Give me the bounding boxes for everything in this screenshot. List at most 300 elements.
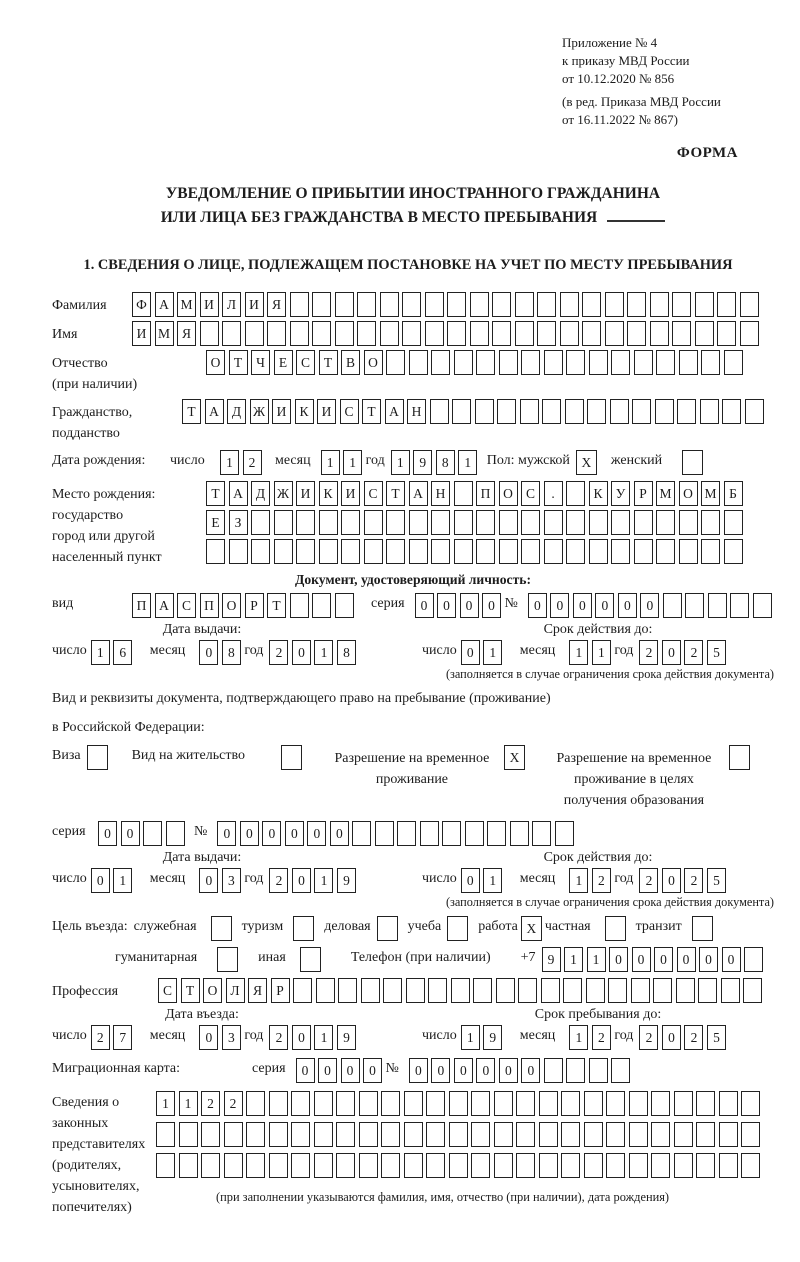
char-cell[interactable] [606, 1091, 625, 1116]
char-cell[interactable] [521, 510, 540, 535]
char-cell[interactable] [222, 321, 241, 346]
doc-issue-month-cells[interactable] [199, 640, 244, 665]
char-cell[interactable] [582, 321, 601, 346]
char-cell[interactable] [211, 916, 232, 941]
char-cell[interactable] [300, 947, 321, 972]
doc-issue-year-cells[interactable] [269, 640, 359, 665]
char-cell[interactable]: С [177, 593, 196, 618]
residence-valid-day-cells[interactable] [461, 868, 506, 893]
char-cell[interactable]: 2 [269, 868, 288, 893]
char-cell[interactable] [560, 292, 579, 317]
char-cell[interactable]: 1 [113, 868, 132, 893]
char-cell[interactable]: Д [227, 399, 246, 424]
residence-issue-day-cells[interactable] [91, 868, 136, 893]
char-cell[interactable] [319, 510, 338, 535]
char-cell[interactable] [589, 1058, 608, 1083]
char-cell[interactable] [539, 1153, 558, 1178]
char-cell[interactable]: К [295, 399, 314, 424]
char-cell[interactable]: О [679, 481, 698, 506]
char-cell[interactable]: 0 [461, 868, 480, 893]
char-cell[interactable] [473, 978, 492, 1003]
char-cell[interactable] [611, 1058, 630, 1083]
char-cell[interactable]: 1 [314, 868, 333, 893]
char-cell[interactable] [676, 978, 695, 1003]
char-cell[interactable]: 3 [222, 1025, 241, 1050]
char-cell[interactable] [701, 510, 720, 535]
char-cell[interactable] [359, 1153, 378, 1178]
char-cell[interactable]: П [476, 481, 495, 506]
char-cell[interactable]: 1 [483, 868, 502, 893]
char-cell[interactable] [674, 1153, 693, 1178]
birth-year-cells[interactable] [391, 450, 481, 475]
char-cell[interactable] [336, 1153, 355, 1178]
char-cell[interactable] [409, 539, 428, 564]
char-cell[interactable] [217, 947, 238, 972]
char-cell[interactable] [516, 1153, 535, 1178]
char-cell[interactable] [586, 978, 605, 1003]
char-cell[interactable] [426, 1153, 445, 1178]
char-cell[interactable]: 1 [587, 947, 606, 972]
char-cell[interactable]: Я [248, 978, 267, 1003]
char-cell[interactable] [672, 321, 691, 346]
char-cell[interactable]: А [205, 399, 224, 424]
char-cell[interactable] [375, 821, 394, 846]
char-cell[interactable] [724, 510, 743, 535]
char-cell[interactable]: 2 [684, 1025, 703, 1050]
char-cell[interactable]: 0 [662, 1025, 681, 1050]
char-cell[interactable]: А [155, 292, 174, 317]
char-cell[interactable] [499, 350, 518, 375]
char-cell[interactable] [246, 1091, 265, 1116]
char-cell[interactable] [246, 1153, 265, 1178]
char-cell[interactable] [730, 593, 749, 618]
char-cell[interactable]: 3 [222, 868, 241, 893]
char-cell[interactable]: И [245, 292, 264, 317]
char-cell[interactable] [494, 1122, 513, 1147]
char-cell[interactable] [656, 539, 675, 564]
char-cell[interactable]: 0 [330, 821, 349, 846]
char-cell[interactable] [296, 539, 315, 564]
char-cell[interactable] [537, 321, 556, 346]
birth-day-cells[interactable] [220, 450, 265, 475]
legal-reps-cells-row3[interactable] [156, 1153, 764, 1178]
char-cell[interactable]: Л [222, 292, 241, 317]
purpose-private-checkbox[interactable] [605, 916, 626, 941]
char-cell[interactable] [741, 1153, 760, 1178]
char-cell[interactable]: X [576, 450, 597, 475]
char-cell[interactable]: М [177, 292, 196, 317]
char-cell[interactable]: И [200, 292, 219, 317]
char-cell[interactable]: 2 [592, 1025, 611, 1050]
char-cell[interactable] [682, 450, 703, 475]
char-cell[interactable] [741, 1122, 760, 1147]
residence-number-cells[interactable] [217, 821, 577, 846]
char-cell[interactable] [487, 821, 506, 846]
char-cell[interactable] [492, 321, 511, 346]
char-cell[interactable]: 0 [640, 593, 659, 618]
char-cell[interactable]: 1 [592, 640, 611, 665]
char-cell[interactable] [274, 539, 293, 564]
char-cell[interactable] [314, 1153, 333, 1178]
char-cell[interactable] [582, 292, 601, 317]
char-cell[interactable] [650, 292, 669, 317]
residence-permit-checkbox[interactable] [281, 745, 302, 770]
char-cell[interactable] [229, 539, 248, 564]
entry-month-cells[interactable] [199, 1025, 244, 1050]
char-cell[interactable] [386, 350, 405, 375]
char-cell[interactable] [274, 510, 293, 535]
char-cell[interactable]: 1 [321, 450, 340, 475]
char-cell[interactable] [449, 1122, 468, 1147]
char-cell[interactable]: Т [386, 481, 405, 506]
char-cell[interactable]: 1 [343, 450, 362, 475]
char-cell[interactable] [605, 916, 626, 941]
stay-year-cells[interactable] [639, 1025, 729, 1050]
char-cell[interactable] [364, 510, 383, 535]
char-cell[interactable] [336, 1122, 355, 1147]
char-cell[interactable] [431, 510, 450, 535]
char-cell[interactable] [338, 978, 357, 1003]
char-cell[interactable] [465, 821, 484, 846]
char-cell[interactable] [179, 1153, 198, 1178]
purpose-tourism-checkbox[interactable] [293, 916, 314, 941]
char-cell[interactable]: С [296, 350, 315, 375]
char-cell[interactable]: 0 [662, 640, 681, 665]
char-cell[interactable]: 1 [564, 947, 583, 972]
doc-valid-day-cells[interactable] [461, 640, 506, 665]
char-cell[interactable]: 0 [521, 1058, 540, 1083]
char-cell[interactable]: С [340, 399, 359, 424]
purpose-work-checkbox[interactable] [521, 916, 542, 941]
char-cell[interactable] [516, 1091, 535, 1116]
char-cell[interactable] [722, 399, 741, 424]
char-cell[interactable]: 8 [337, 640, 356, 665]
char-cell[interactable] [679, 539, 698, 564]
char-cell[interactable] [589, 350, 608, 375]
doc-kind-cells[interactable] [132, 593, 357, 618]
entry-day-cells[interactable] [91, 1025, 136, 1050]
doc-valid-year-cells[interactable] [639, 640, 729, 665]
char-cell[interactable]: П [132, 593, 151, 618]
char-cell[interactable] [651, 1122, 670, 1147]
doc-issue-day-cells[interactable] [91, 640, 136, 665]
char-cell[interactable] [267, 321, 286, 346]
char-cell[interactable]: К [589, 481, 608, 506]
char-cell[interactable] [544, 510, 563, 535]
char-cell[interactable] [743, 978, 762, 1003]
char-cell[interactable]: Т [319, 350, 338, 375]
migration-series-cells[interactable] [296, 1058, 386, 1083]
char-cell[interactable]: А [409, 481, 428, 506]
char-cell[interactable]: 0 [499, 1058, 518, 1083]
char-cell[interactable]: 0 [121, 821, 140, 846]
temp-residence-checkbox[interactable] [504, 745, 525, 770]
char-cell[interactable] [335, 292, 354, 317]
char-cell[interactable] [561, 1091, 580, 1116]
char-cell[interactable] [717, 321, 736, 346]
char-cell[interactable] [470, 321, 489, 346]
char-cell[interactable]: 0 [573, 593, 592, 618]
char-cell[interactable] [634, 510, 653, 535]
char-cell[interactable] [560, 321, 579, 346]
char-cell[interactable]: 7 [113, 1025, 132, 1050]
char-cell[interactable]: 0 [454, 1058, 473, 1083]
visa-checkbox[interactable] [87, 745, 108, 770]
char-cell[interactable] [380, 321, 399, 346]
char-cell[interactable] [251, 539, 270, 564]
char-cell[interactable] [634, 539, 653, 564]
char-cell[interactable]: 0 [318, 1058, 337, 1083]
char-cell[interactable] [386, 539, 405, 564]
char-cell[interactable] [656, 350, 675, 375]
char-cell[interactable]: Д [251, 481, 270, 506]
char-cell[interactable] [380, 292, 399, 317]
char-cell[interactable] [206, 539, 225, 564]
char-cell[interactable] [584, 1153, 603, 1178]
char-cell[interactable] [605, 321, 624, 346]
char-cell[interactable] [179, 1122, 198, 1147]
char-cell[interactable]: И [272, 399, 291, 424]
char-cell[interactable]: 1 [314, 1025, 333, 1050]
char-cell[interactable] [606, 1122, 625, 1147]
char-cell[interactable] [744, 947, 763, 972]
char-cell[interactable] [166, 821, 185, 846]
char-cell[interactable] [584, 1091, 603, 1116]
char-cell[interactable] [520, 399, 539, 424]
birth-month-cells[interactable] [321, 450, 366, 475]
char-cell[interactable] [335, 321, 354, 346]
char-cell[interactable]: 2 [269, 1025, 288, 1050]
char-cell[interactable]: 1 [569, 1025, 588, 1050]
char-cell[interactable] [584, 1122, 603, 1147]
char-cell[interactable] [717, 292, 736, 317]
char-cell[interactable] [740, 292, 759, 317]
char-cell[interactable]: 0 [632, 947, 651, 972]
char-cell[interactable] [587, 399, 606, 424]
char-cell[interactable] [454, 350, 473, 375]
char-cell[interactable] [541, 978, 560, 1003]
char-cell[interactable] [700, 399, 719, 424]
char-cell[interactable]: М [656, 481, 675, 506]
char-cell[interactable] [544, 350, 563, 375]
char-cell[interactable] [290, 292, 309, 317]
purpose-study-checkbox[interactable] [447, 916, 468, 941]
char-cell[interactable] [156, 1153, 175, 1178]
char-cell[interactable] [719, 1153, 738, 1178]
char-cell[interactable]: Т [181, 978, 200, 1003]
char-cell[interactable] [404, 1091, 423, 1116]
char-cell[interactable] [442, 821, 461, 846]
char-cell[interactable] [729, 745, 750, 770]
char-cell[interactable] [494, 1153, 513, 1178]
char-cell[interactable]: 0 [199, 1025, 218, 1050]
char-cell[interactable]: Т [182, 399, 201, 424]
char-cell[interactable]: И [341, 481, 360, 506]
char-cell[interactable] [537, 292, 556, 317]
char-cell[interactable] [251, 510, 270, 535]
char-cell[interactable] [631, 978, 650, 1003]
char-cell[interactable] [542, 399, 561, 424]
char-cell[interactable]: 1 [483, 640, 502, 665]
char-cell[interactable] [359, 1122, 378, 1147]
char-cell[interactable] [719, 1122, 738, 1147]
char-cell[interactable]: 0 [240, 821, 259, 846]
char-cell[interactable]: 1 [179, 1091, 198, 1116]
char-cell[interactable]: 2 [201, 1091, 220, 1116]
char-cell[interactable] [269, 1122, 288, 1147]
char-cell[interactable] [425, 292, 444, 317]
char-cell[interactable]: 0 [292, 640, 311, 665]
char-cell[interactable]: 9 [542, 947, 561, 972]
entry-year-cells[interactable] [269, 1025, 359, 1050]
char-cell[interactable]: И [296, 481, 315, 506]
char-cell[interactable]: 9 [337, 1025, 356, 1050]
char-cell[interactable] [589, 510, 608, 535]
char-cell[interactable] [296, 510, 315, 535]
char-cell[interactable]: 1 [314, 640, 333, 665]
char-cell[interactable] [402, 292, 421, 317]
char-cell[interactable] [447, 292, 466, 317]
char-cell[interactable] [695, 321, 714, 346]
char-cell[interactable]: 2 [91, 1025, 110, 1050]
char-cell[interactable] [470, 292, 489, 317]
char-cell[interactable] [677, 399, 696, 424]
char-cell[interactable] [521, 350, 540, 375]
char-cell[interactable]: 2 [639, 868, 658, 893]
char-cell[interactable] [451, 978, 470, 1003]
char-cell[interactable]: 0 [415, 593, 434, 618]
char-cell[interactable] [692, 916, 713, 941]
legal-reps-cells-row2[interactable] [156, 1122, 764, 1147]
char-cell[interactable]: . [544, 481, 563, 506]
char-cell[interactable] [563, 978, 582, 1003]
char-cell[interactable] [452, 399, 471, 424]
char-cell[interactable] [629, 1122, 648, 1147]
char-cell[interactable] [679, 510, 698, 535]
char-cell[interactable] [431, 350, 450, 375]
char-cell[interactable]: Л [226, 978, 245, 1003]
char-cell[interactable] [627, 292, 646, 317]
sex-female-checkbox[interactable] [682, 450, 703, 475]
char-cell[interactable] [656, 510, 675, 535]
char-cell[interactable] [516, 1122, 535, 1147]
char-cell[interactable] [605, 292, 624, 317]
char-cell[interactable] [539, 1122, 558, 1147]
char-cell[interactable]: 1 [220, 450, 239, 475]
char-cell[interactable]: С [364, 481, 383, 506]
char-cell[interactable] [319, 539, 338, 564]
char-cell[interactable]: 0 [431, 1058, 450, 1083]
char-cell[interactable]: 0 [722, 947, 741, 972]
purpose-other-checkbox[interactable] [300, 947, 321, 972]
char-cell[interactable] [708, 593, 727, 618]
char-cell[interactable]: Р [634, 481, 653, 506]
char-cell[interactable] [314, 1091, 333, 1116]
char-cell[interactable] [406, 978, 425, 1003]
char-cell[interactable]: О [364, 350, 383, 375]
legal-reps-cells-row1[interactable] [156, 1091, 764, 1116]
char-cell[interactable]: 8 [436, 450, 455, 475]
char-cell[interactable] [544, 1058, 563, 1083]
char-cell[interactable]: 0 [341, 1058, 360, 1083]
char-cell[interactable]: 5 [707, 1025, 726, 1050]
doc-series-cells[interactable] [415, 593, 505, 618]
char-cell[interactable]: С [521, 481, 540, 506]
char-cell[interactable]: 0 [460, 593, 479, 618]
citizenship-cells[interactable] [182, 399, 767, 424]
char-cell[interactable] [611, 350, 630, 375]
char-cell[interactable]: 2 [684, 640, 703, 665]
char-cell[interactable]: 0 [609, 947, 628, 972]
char-cell[interactable]: Ж [274, 481, 293, 506]
char-cell[interactable]: Б [724, 481, 743, 506]
char-cell[interactable] [589, 539, 608, 564]
char-cell[interactable] [397, 821, 416, 846]
sex-male-checkbox[interactable] [576, 450, 597, 475]
char-cell[interactable]: Е [274, 350, 293, 375]
char-cell[interactable] [499, 510, 518, 535]
char-cell[interactable] [724, 539, 743, 564]
doc-number-cells[interactable] [528, 593, 776, 618]
char-cell[interactable] [674, 1091, 693, 1116]
char-cell[interactable]: X [504, 745, 525, 770]
char-cell[interactable]: Ф [132, 292, 151, 317]
char-cell[interactable]: И [317, 399, 336, 424]
char-cell[interactable]: Т [362, 399, 381, 424]
stay-month-cells[interactable] [569, 1025, 614, 1050]
char-cell[interactable] [476, 510, 495, 535]
char-cell[interactable] [629, 1091, 648, 1116]
char-cell[interactable]: 0 [296, 1058, 315, 1083]
char-cell[interactable] [653, 978, 672, 1003]
char-cell[interactable] [566, 539, 585, 564]
char-cell[interactable]: Р [245, 593, 264, 618]
char-cell[interactable]: 9 [337, 868, 356, 893]
char-cell[interactable]: 5 [707, 868, 726, 893]
char-cell[interactable]: 2 [684, 868, 703, 893]
char-cell[interactable] [719, 1091, 738, 1116]
char-cell[interactable] [454, 539, 473, 564]
char-cell[interactable] [741, 1091, 760, 1116]
residence-series-cells[interactable] [98, 821, 188, 846]
char-cell[interactable]: О [206, 350, 225, 375]
char-cell[interactable] [632, 399, 651, 424]
char-cell[interactable]: О [222, 593, 241, 618]
char-cell[interactable]: Я [267, 292, 286, 317]
char-cell[interactable]: 0 [292, 868, 311, 893]
char-cell[interactable] [471, 1122, 490, 1147]
char-cell[interactable] [492, 292, 511, 317]
phone-cells[interactable] [542, 947, 767, 972]
char-cell[interactable]: 2 [224, 1091, 243, 1116]
char-cell[interactable]: М [155, 321, 174, 346]
char-cell[interactable] [409, 350, 428, 375]
char-cell[interactable]: С [158, 978, 177, 1003]
char-cell[interactable] [561, 1153, 580, 1178]
char-cell[interactable]: 1 [461, 1025, 480, 1050]
char-cell[interactable]: Т [267, 593, 286, 618]
birth-place-cells-row1[interactable] [206, 481, 746, 506]
char-cell[interactable] [425, 321, 444, 346]
char-cell[interactable]: 0 [677, 947, 696, 972]
char-cell[interactable] [447, 321, 466, 346]
char-cell[interactable]: 0 [482, 593, 501, 618]
char-cell[interactable]: 0 [292, 1025, 311, 1050]
char-cell[interactable] [724, 350, 743, 375]
char-cell[interactable] [290, 321, 309, 346]
char-cell[interactable] [745, 399, 764, 424]
purpose-business-checkbox[interactable] [377, 916, 398, 941]
